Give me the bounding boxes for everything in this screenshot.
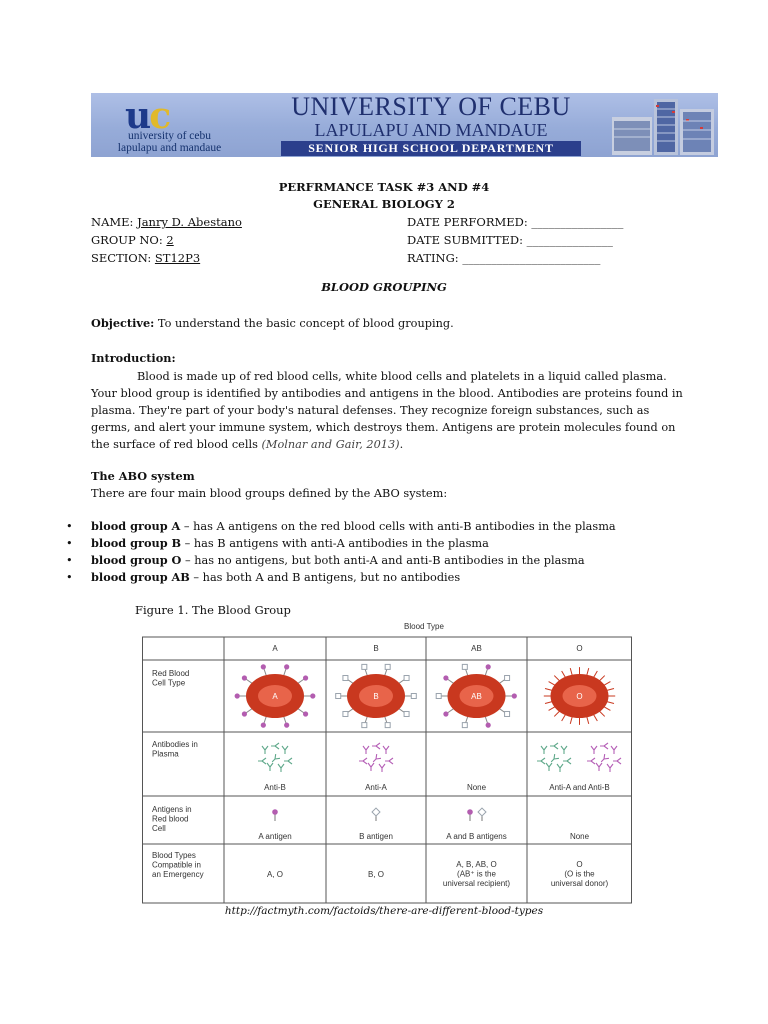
antibody <box>549 754 559 764</box>
section-field: SECTION: ST12P3 <box>91 251 201 265</box>
row-label-antigens: Red blood <box>152 814 189 824</box>
rbc-label-o: O <box>576 692 583 701</box>
row-label-cell-type: Cell Type <box>152 678 186 688</box>
antibody <box>270 754 280 764</box>
abo-heading: The ABO system <box>91 469 195 483</box>
row-label-compatible: an Emergency <box>152 870 204 879</box>
antigen-value: B antigen <box>359 832 393 841</box>
antibody <box>282 746 288 754</box>
antigen-stalk <box>604 682 610 686</box>
antigen-a <box>303 711 308 716</box>
list-item: • blood group AB – has both A and B antigens, but no antibodies <box>66 570 461 584</box>
antibody <box>258 758 266 764</box>
figure-title: Blood Type <box>404 622 444 631</box>
antibody-shape <box>557 764 563 772</box>
antibody-shape <box>607 764 613 772</box>
antigen-stalk <box>545 702 552 704</box>
antibody <box>271 743 279 749</box>
antibody <box>278 764 284 772</box>
antigen-a <box>261 723 266 728</box>
antibody <box>587 758 595 764</box>
row-label-antigens: Cell <box>152 824 166 833</box>
rbc-label-ab: AB <box>471 692 482 701</box>
antigen-b <box>404 676 409 681</box>
antibody-shape <box>383 746 389 754</box>
antibody-shape <box>379 764 385 772</box>
antibody-shape <box>371 754 381 764</box>
antigen-b <box>436 694 441 699</box>
antibody-value: Anti-B <box>264 783 286 792</box>
task-title: PERFRMANCE TASK #3 AND #4 <box>278 180 490 194</box>
antigen-a <box>303 675 308 680</box>
antigen-a <box>261 664 266 669</box>
antigen-value: None <box>569 832 590 841</box>
antigen-a <box>242 711 247 716</box>
antibody-value: None <box>466 783 487 792</box>
antibody <box>600 743 608 749</box>
antibody-shape <box>271 743 279 749</box>
date-performed-field: DATE PERFORMED: ________________ <box>407 215 624 229</box>
antibody-shape <box>282 746 288 754</box>
antigen-b <box>343 711 348 716</box>
banner-department: SENIOR HIGH SCHOOL DEPARTMENT <box>281 141 581 156</box>
antigen-a <box>443 711 448 716</box>
antigen-b <box>385 723 390 728</box>
list-item: • blood group B – has B antigens with anti-A antibodies in the plasma <box>66 536 489 550</box>
antigen-a <box>284 664 289 669</box>
antibody-shape <box>270 754 280 764</box>
antibody-shape <box>368 763 374 771</box>
row-label-antibodies: Antibodies in <box>152 740 198 749</box>
university-logo <box>97 95 242 155</box>
logo-line-2: lapulapu and mandaue <box>117 142 222 154</box>
antibody-anti-a-o <box>587 743 621 772</box>
antibody-shape <box>284 758 292 764</box>
antibody-shape <box>563 758 571 764</box>
antigen-stalk <box>562 671 566 677</box>
compatible-value: A, O <box>266 870 284 879</box>
row-label-compatible: Compatible in <box>152 860 201 870</box>
antibody-value: Anti-A <box>365 783 387 792</box>
antigen-b <box>343 676 348 681</box>
antibody <box>284 758 292 764</box>
antigen-stalk <box>607 689 614 691</box>
abo-intro: There are four main blood groups defined by the ABO system: <box>91 487 448 500</box>
antigen-stalk <box>600 711 605 716</box>
antigen-b-icon <box>372 808 380 816</box>
antigen-a <box>242 675 247 680</box>
document-title: BLOOD GROUPING <box>321 280 447 294</box>
antigen-stalk <box>554 676 559 681</box>
figure-caption: Figure 1. The Blood Group <box>135 603 291 617</box>
compatible-value: universal recipient) <box>442 879 511 888</box>
antibody <box>607 764 613 772</box>
antigen-b <box>411 694 416 699</box>
antigen-stalk <box>545 689 552 691</box>
row-label-antibodies: Plasma <box>152 749 179 759</box>
antigen-stalk <box>554 711 559 716</box>
antigen-stalk <box>600 676 605 681</box>
antibody-shape <box>385 758 393 764</box>
blood-type-table <box>142 620 632 905</box>
list-item: • blood group A – has A antigens on the red blood cells with anti-B antibodies in the plasma <box>66 519 616 533</box>
objective: Objective: To understand the basic concept of blood grouping. <box>91 316 454 330</box>
antigen-a <box>284 723 289 728</box>
antibody <box>363 746 369 754</box>
compatible-value: (AB⁺ is the <box>457 869 496 879</box>
antibody <box>591 746 597 754</box>
antibody <box>267 763 273 771</box>
column-header-a: A <box>272 644 278 653</box>
antigen-b <box>462 664 467 669</box>
antibody <box>613 758 621 764</box>
antigen-a <box>443 675 448 680</box>
antibody-shape <box>372 743 380 749</box>
antibody-shape <box>587 758 595 764</box>
row-label-antigens: Antigens in <box>152 805 192 814</box>
antibody-shape <box>550 743 558 749</box>
antigen-stalk <box>604 707 610 711</box>
antibody <box>541 746 547 754</box>
name-field: NAME: Janry D. Abestano <box>91 215 242 229</box>
row-label-compatible: Blood Types <box>152 851 196 860</box>
antigen-value: A antigen <box>258 832 292 841</box>
antibody-shape <box>611 746 617 754</box>
banner-title: UNIVERSITY OF CEBU <box>291 93 571 121</box>
antibody-shape <box>549 754 559 764</box>
course-title: GENERAL BIOLOGY 2 <box>313 197 455 211</box>
antigen-b <box>362 664 367 669</box>
antibody <box>385 758 393 764</box>
blood-type-figure <box>142 620 632 905</box>
compatible-value: B, O <box>367 870 385 879</box>
list-item: • blood group O – has no antigens, but both anti-A and anti-B antibodies in the plasma <box>66 553 585 567</box>
antibody-shape <box>600 743 608 749</box>
antibody <box>379 764 385 772</box>
antibody-shape <box>537 758 545 764</box>
compatible-value: universal donor) <box>550 879 609 888</box>
antigen-stalk <box>570 717 572 724</box>
section-value: ST12P3 <box>154 251 201 265</box>
antibody-anti-a <box>359 743 393 772</box>
antibody-shape <box>262 746 268 754</box>
antibody <box>537 758 545 764</box>
column-header-o: O <box>576 644 583 653</box>
antibody <box>372 743 380 749</box>
antigen-stalk <box>562 715 566 721</box>
date-submitted-field: DATE SUBMITTED: _______________ <box>407 233 613 247</box>
antibody-shape <box>267 763 273 771</box>
antigen-b <box>404 711 409 716</box>
antibody-shape <box>596 763 602 771</box>
antibody-shape <box>591 746 597 754</box>
building-illustration <box>612 97 714 155</box>
blood-group-list <box>64 518 704 586</box>
antibody <box>550 743 558 749</box>
antigen-b <box>336 694 341 699</box>
student-name: Janry D. Abestano <box>137 215 242 229</box>
antibody <box>563 758 571 764</box>
rbc-label-a: A <box>272 692 278 701</box>
banner-subtitle: LAPULAPU AND MANDAUE <box>314 120 548 140</box>
antibody-shape <box>541 746 547 754</box>
university-banner <box>91 93 718 157</box>
antigen-b <box>385 664 390 669</box>
antibody <box>596 763 602 771</box>
source-link[interactable]: http://factmyth.com/factoids/there-are-different-blood-types <box>224 905 544 917</box>
logo-mark: uc <box>125 95 170 137</box>
column-header-b: B <box>373 644 379 653</box>
antibody-shape <box>599 754 609 764</box>
antibody-shape <box>278 764 284 772</box>
antibody <box>557 764 563 772</box>
antibody <box>599 754 609 764</box>
antigen-b <box>505 711 510 716</box>
antibody-shape <box>258 758 266 764</box>
antigen-a <box>235 693 240 698</box>
antibody <box>368 763 374 771</box>
antibody-shape <box>613 758 621 764</box>
antigen-stalk <box>594 715 598 721</box>
antigen-a <box>310 693 315 698</box>
antibody-shape <box>363 746 369 754</box>
antibody <box>561 746 567 754</box>
antibody-shape <box>561 746 567 754</box>
antigen-b <box>362 723 367 728</box>
logo-line-1: university of cebu <box>127 130 212 142</box>
antigen-stalk <box>607 702 614 704</box>
antigen-stalk <box>594 671 598 677</box>
antibody-anti-b-o <box>537 743 571 772</box>
antibody <box>611 746 617 754</box>
column-header-ab: AB <box>471 644 482 653</box>
antigen-stalk <box>549 682 555 686</box>
rating-field: RATING: ________________________ <box>407 251 601 265</box>
introduction-text: Blood is made up of red blood cells, white blood cells and platelets in a liquid called plasma. Your blood group is identified by antibodies and antigens in the blood. Antibodies are proteins found in plasma. They're part of your body's natural defenses. They recognize foreign substances, such as germs, and alert your immune system, which destroys them. Antigens are protein molecules found on the surface of red blood cells (Molnar and Gair, 2013). <box>91 370 683 451</box>
antibody-value: Anti-A and Anti-B <box>549 783 610 792</box>
antigen-a <box>486 664 491 669</box>
antigen-value: A and B antigens <box>446 832 507 841</box>
compatible-value: O <box>576 860 583 869</box>
compatible-value: (O is the <box>564 869 595 879</box>
antibody <box>359 758 367 764</box>
citation: (Molnar and Gair, 2013) <box>261 438 400 451</box>
antibody-shape <box>359 758 367 764</box>
antigen-a-icon <box>467 809 473 815</box>
antibody <box>383 746 389 754</box>
group-field: GROUP NO: 2 <box>91 233 174 247</box>
antigen-stalk <box>549 707 555 711</box>
antigen-a <box>486 723 491 728</box>
antigen-stalk <box>587 717 589 724</box>
antibody-shape <box>546 763 552 771</box>
antibody <box>371 754 381 764</box>
group-number: 2 <box>166 233 174 247</box>
antibody <box>262 746 268 754</box>
introduction-heading: Introduction: <box>91 351 176 365</box>
antigen-a <box>512 693 517 698</box>
antigen-b <box>505 676 510 681</box>
antibody <box>546 763 552 771</box>
rbc-label-b: B <box>373 692 379 701</box>
antibody-anti-b <box>258 743 292 772</box>
antigen-b <box>462 723 467 728</box>
row-label-cell-type: Red Blood <box>152 669 190 678</box>
antigen-stalk <box>587 668 589 675</box>
antigen-stalk <box>570 668 572 675</box>
compatible-value: A, B, AB, O <box>456 860 497 869</box>
antigen-b-icon <box>478 808 486 816</box>
antigen-a-icon <box>272 809 278 815</box>
